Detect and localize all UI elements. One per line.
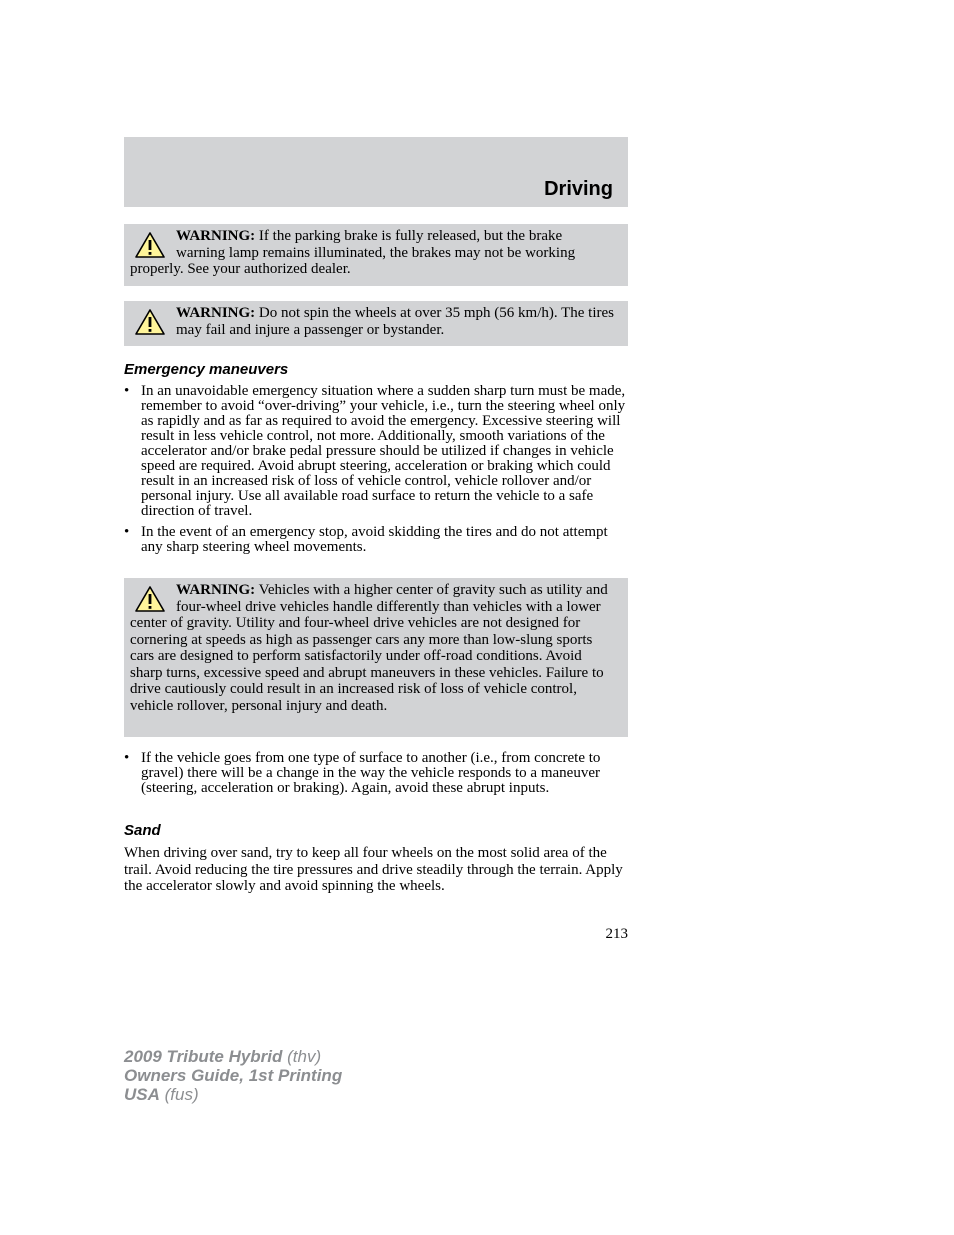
warning-text: Do not spin the wheels at over 35 mph (56 km/h). The tires may fail and injure a passenger or bystander. xyxy=(176,305,614,338)
warning-box-center-of-gravity xyxy=(124,578,628,737)
warning-label: WARNING: xyxy=(176,582,256,598)
bullet-glyph: • xyxy=(124,750,130,766)
bullet-glyph: • xyxy=(124,524,130,540)
page-number: 213 xyxy=(605,926,628,942)
heading-sand: Sand xyxy=(124,822,161,839)
heading-emergency-maneuvers: Emergency maneuvers xyxy=(124,361,289,378)
sand-paragraph: When driving over sand, try to keep all four wheels on the most solid area of the trail. Avoid reducing the tire pressures and drive steadily through the terrain. Apply the accelerator slowly and avoid spinning the wheels. xyxy=(124,845,623,894)
warning-box-parking-brake xyxy=(124,224,628,286)
footer-model: 2009 Tribute Hybrid xyxy=(124,1047,283,1066)
warning-text: If the parking brake is fully released, but the brake warning lamp remains illuminated, the brakes may not be working properly. See your authorized dealer. xyxy=(130,228,576,277)
list-item xyxy=(124,384,628,519)
section-header-band xyxy=(124,137,628,207)
list-item-text: In an unavoidable emergency situation where a sudden sharp turn must be made, remember to avoid “over-driving” your vehicle, i.e., turn the steering wheel only as rapidly and as far as required to avoid the emergency. Excessive steering will result in less vehicle control, not more. Additionally, smooth variations of the accelerator and/or brake pedal pressure should be utilized if changes in vehicle speed are required. Avoid abrupt steering, acceleration or braking which could result in an increased risk of loss of vehicle control, vehicle rollover and/or personal injury. Use all available road surface to return the vehicle to a safe direction of travel. xyxy=(141,383,626,519)
section-title: Driving xyxy=(544,178,613,200)
warning-triangle-icon xyxy=(134,231,166,259)
warning-triangle-icon xyxy=(134,308,166,336)
list-item xyxy=(124,751,628,796)
warning-label: WARNING: xyxy=(176,228,256,244)
document-footer xyxy=(124,1047,342,1104)
emergency-bullet-list xyxy=(124,384,628,561)
footer-line-3 xyxy=(124,1085,342,1104)
warning-text: Vehicles with a higher center of gravity such as utility and four-wheel drive vehicles handle differently than vehicles with a lower center of gravity. Utility and four-wheel drive vehicles are not designed for cornering at speeds as high as passenger cars any more than low-slung sports cars are designed to perform satisfactorily under off-road conditions. Avoid sharp turns, excessive speed and abrupt maneuvers in these vehicles. Failure to drive cautiously could result in an increased risk of loss of vehicle control, vehicle rollover, personal injury and death. xyxy=(130,582,608,714)
footer-market-code: (fus) xyxy=(159,1085,199,1104)
bullet-glyph: • xyxy=(124,383,130,399)
warning-triangle-icon xyxy=(134,585,166,613)
footer-line-2: Owners Guide, 1st Printing xyxy=(124,1066,343,1085)
list-item xyxy=(124,525,628,555)
list-item-text: In the event of an emergency stop, avoid skidding the tires and do not attempt any sharp steering wheel movements. xyxy=(141,524,608,555)
surface-bullet-list xyxy=(124,751,628,802)
warning-box-wheel-spin xyxy=(124,301,628,346)
footer-model-code: (thv) xyxy=(282,1047,322,1066)
footer-line-1 xyxy=(124,1047,342,1066)
warning-label: WARNING: xyxy=(176,305,256,321)
footer-market: USA xyxy=(124,1085,160,1104)
list-item-text: If the vehicle goes from one type of surface to another (i.e., from concrete to gravel) there will be a change in the way the vehicle responds to a maneuver (steering, acceleration or braking). Again, avoid these abrupt inputs. xyxy=(141,750,601,796)
